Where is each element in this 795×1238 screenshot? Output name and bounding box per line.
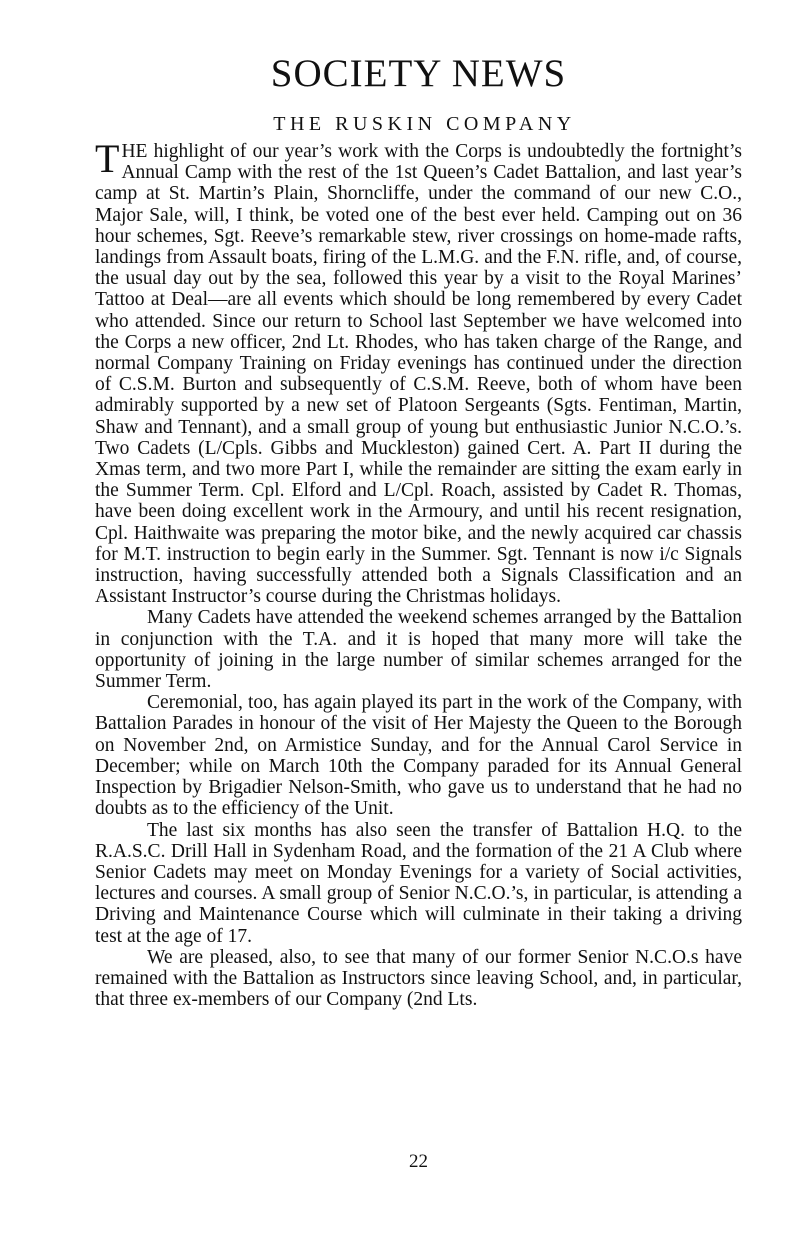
paragraph-3: Ceremonial, too, has again played its part in the work of the Company, with Battalion Parades in honour of the visit of Her Majesty the Queen to the Borough on November 2nd, on Armistice Sunday, and for the Annual Carol Service in December; while on March 10th the Company paraded for its Annual General Inspection by Brigadier Nelson-Smith, who gave us to understand that he had no doubts as to the efficiency of the Unit. xyxy=(95,692,742,820)
page-number: 22 xyxy=(409,1151,428,1172)
paragraph-2: Many Cadets have attended the weekend schemes arranged by the Battalion in conjunction with the T.A. and it is hoped that many more will take the opportunity of joining in the large number of similar schemes arranged for the Summer Term. xyxy=(95,607,742,693)
page-title: SOCIETY NEWS xyxy=(270,52,567,95)
document-page xyxy=(95,0,742,1238)
section-heading: THE RUSKIN COMPANY xyxy=(273,113,576,135)
drop-cap: T xyxy=(95,136,120,181)
paragraph-4: The last six months has also seen the transfer of Battalion H.Q. to the R.A.S.C. Drill Hall in Sydenham Road, and the formation of the 21 A Club where Senior Cadets may meet on Monday Evenings for a variety of Social activities, lectures and courses. A small group of Senior N.C.O.’s, in particular, is attending a Driving and Maintenance Course which will culminate in their taking a driving test at the age of 17. xyxy=(95,819,742,947)
paragraph-5: We are pleased, also, to see that many of our former Senior N.C.O.s have remained with the Battalion as Instructors since leaving School, and, in particular, that three ex-members of our Company (2nd Lts. xyxy=(95,946,742,1011)
paragraph-1 xyxy=(95,136,742,608)
article-body xyxy=(95,136,742,1011)
paragraph-1-text: HE highlight of our year’s work with the Corps is undoubtedly the fortnight’s Annual Camp with the rest of the 1st Queen’s Cadet Battalion, and last year’s camp at St. Martin’s Plain, Shorncliffe, under the command of our new C.O., Major Sale, will, I think, be voted one of the best ever held. Camping out on 36 hour schemes, Sgt. Reeve’s remarkable stew, river crossings on home-made rafts, landings from Assault boats, firing of the L.M.G. and the F.N. rifle, and, of course, the usual day out by the sea, followed this year by a visit to the Royal Marines’ Tattoo at Deal—are all events which should be long remembered by every Cadet who attended. Since our return to School last September we have welcomed into the Corps a new officer, 2nd Lt. Rhodes, who has taken charge of the Range, and normal Company Training on Friday evenings has continued under the direction of C.S.M. Burton and subsequently of C.S.M. Reeve, both of whom have been admirably supported by a new set of Platoon Sergeants (Sgts. Fentiman, Martin, Shaw and Tennant), and a small group of young but enthusiastic Junior N.C.O.’s. Two Cadets (L/Cpls. Gibbs and Muckleston) gained Cert. A. Part II during the Xmas term, and two more Part I, while the remainder are sitting the exam early in the Summer Term. Cpl. Elford and L/Cpl. Roach, assisted by Cadet R. Thomas, have been doing excellent work in the Armoury, and until his recent resignation, Cpl. Haithwaite was preparing the motor bike, and the newly acquired car chassis for M.T. instruction to begin early in the Summer. Sgt. Tennant is now i/c Signals instruction, having successfully attended both a Signals Classification and an Assistant Instructor’s course during the Christmas holidays. xyxy=(95,141,742,608)
